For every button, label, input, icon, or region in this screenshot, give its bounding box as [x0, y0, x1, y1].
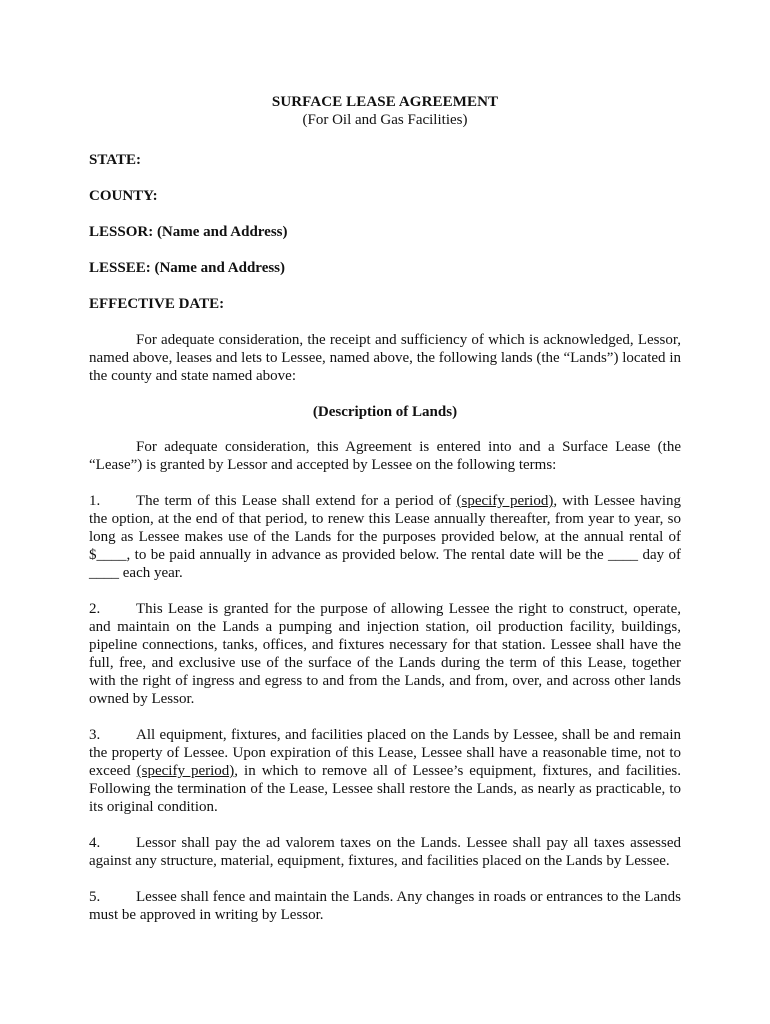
clause-number: 2.: [89, 601, 101, 617]
clause-3-text-after: , in which to remove all of Lessee’s equipment, fixtures, and facilities. Following the termination of the Lease, Lessee shall restore the Lands, as nearly as practicable, to its original condition.: [89, 763, 681, 815]
clause-1: [89, 492, 681, 582]
effective-date-field: EFFECTIVE DATE:: [89, 296, 225, 312]
agreement-paragraph: [89, 438, 681, 474]
clause-number: 3.: [89, 727, 101, 743]
clause-2: [89, 600, 681, 708]
clause-4: [89, 834, 681, 870]
clause-1-specify-period: (specify period): [456, 493, 554, 509]
clause-number: 1.: [89, 493, 101, 509]
agreement-text: For adequate consideration, this Agreement is entered into and a Surface Lease (the “Lease”) is granted by Lessor and accepted by Lessee on the following terms:: [89, 439, 681, 473]
title-block: [89, 93, 681, 129]
clause-1-text-after: , with Lessee having the option, at the end of that period, to renew this Lease annually thereafter, from year to year, so long as Lessee makes use of the Lands for the purposes provided below, at the annual rental of $____, to be paid annually in advance as provided below. The rental date will be the ____ day of ____ each year.: [89, 493, 681, 581]
lands-heading: (Description of Lands): [312, 404, 458, 420]
clause-number: 4.: [89, 835, 101, 851]
document-subtitle: (For Oil and Gas Facilities): [302, 112, 468, 128]
document-title: SURFACE LEASE AGREEMENT: [271, 94, 499, 110]
clause-1-text-before: The term of this Lease shall extend for a period of: [136, 493, 457, 509]
clause-3: [89, 726, 681, 816]
clause-number: 5.: [89, 889, 101, 905]
lessor-field: LESSOR: (Name and Address): [89, 224, 288, 240]
clause-5-text: Lessee shall fence and maintain the Lands. Any changes in roads or entrances to the Lands must be approved in writing by Lessor.: [89, 889, 681, 923]
clause-3-text-before: All equipment, fixtures, and facilities placed on the Lands by Lessee, shall be and remain the property of Lessee. Upon expiration of this Lease, Lessee shall have a reasonable time, not to exceed: [89, 727, 681, 779]
clause-5: [89, 888, 681, 924]
lessee-field: LESSEE: (Name and Address): [89, 260, 286, 276]
county-field: COUNTY:: [89, 188, 158, 204]
clause-2-text: This Lease is granted for the purpose of allowing Lessee the right to construct, operate, and maintain on the Lands a pumping and injection station, oil production facility, buildings, pipeline connections, tanks, offices, and fixtures necessary for that station. Lessee shall have the full, free, and exclusive use of the surface of the Lands during the term of this Lease, together with the right of ingress and egress to and from the Lands, and from, over, and across other lands owned by Lessor.: [89, 601, 681, 707]
clause-3-specify-period: (specify period): [136, 763, 235, 779]
intro-text: For adequate consideration, the receipt and sufficiency of which is acknowledged, Lessor, named above, leases and lets to Lessee, named above, the following lands (the “Lands”) located in the county and state named above:: [89, 332, 681, 384]
state-field: STATE:: [89, 152, 141, 168]
clause-4-text: Lessor shall pay the ad valorem taxes on the Lands. Lessee shall pay all taxes assessed against any structure, material, equipment, fixtures, and facilities placed on the Lands by Lessee.: [89, 835, 681, 869]
intro-paragraph: [89, 331, 681, 385]
